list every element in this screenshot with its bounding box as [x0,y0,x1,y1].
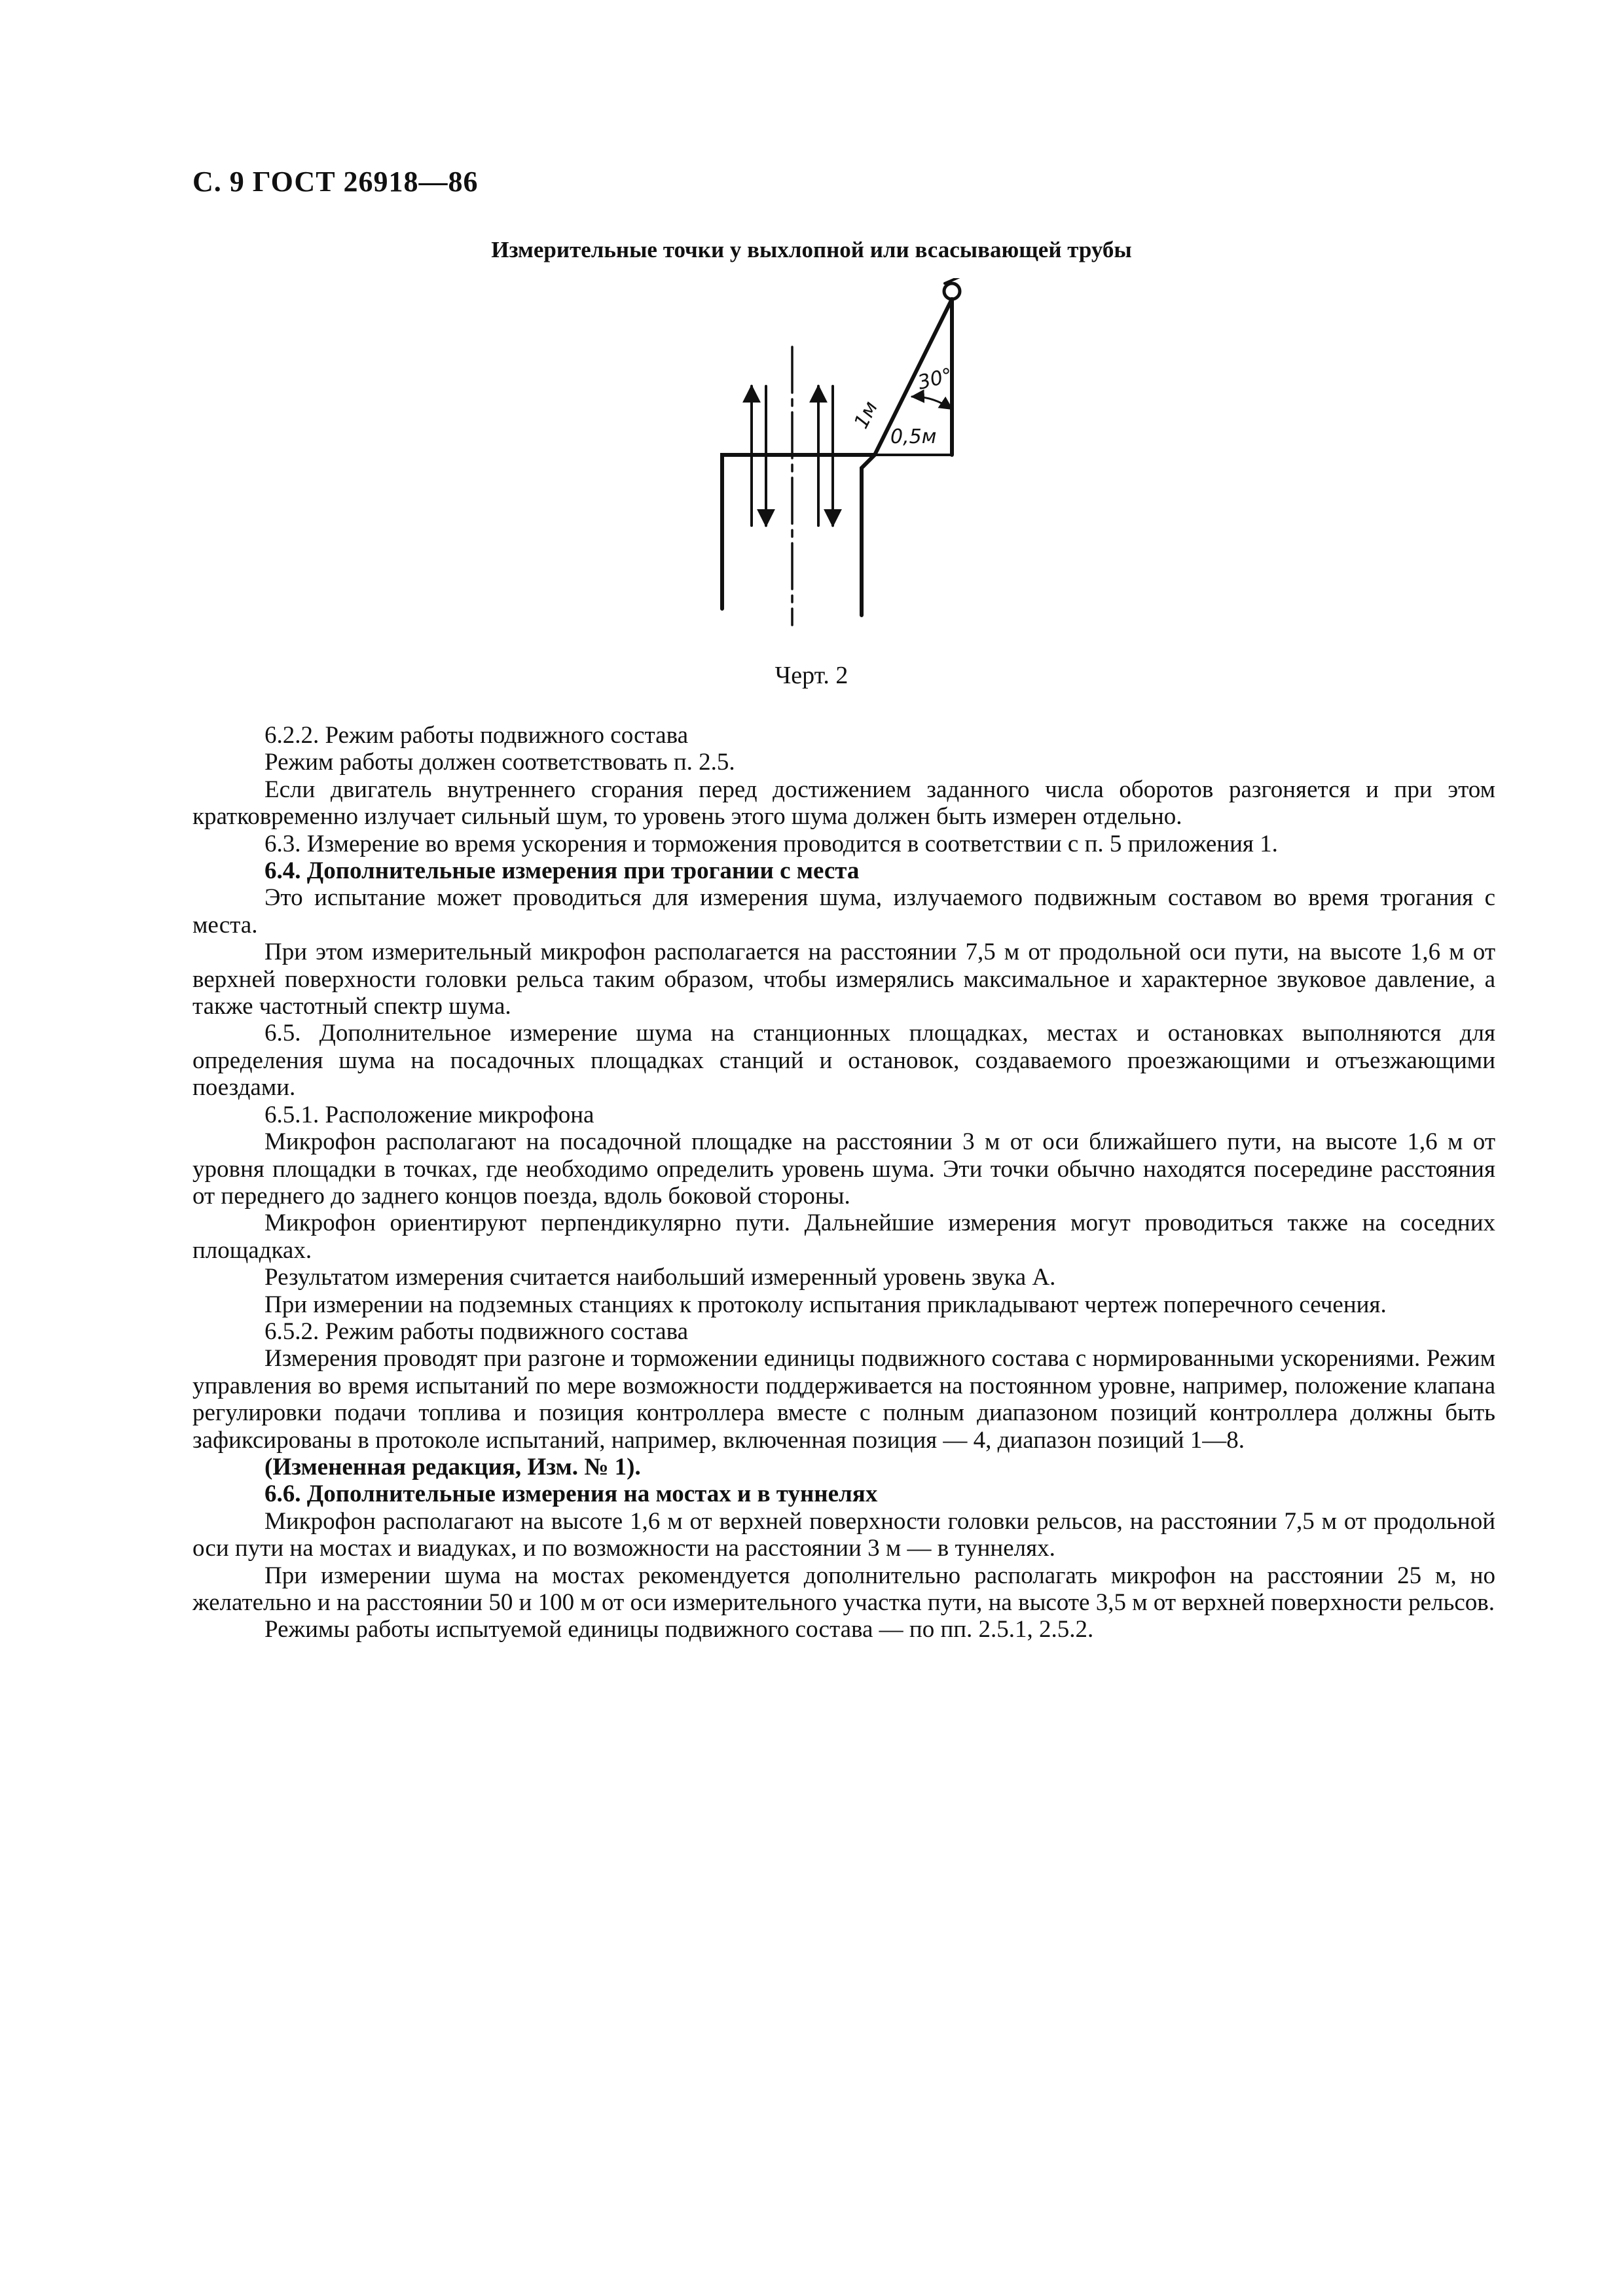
paragraph-p-6-5-1-title: 6.5.1. Расположение микрофона [264,1101,594,1128]
body-text [192,722,1495,1643]
figure-caption: Черт. 2 [775,662,848,689]
angle-label: 30° [915,363,955,395]
paragraph-p-6-5-1-orient: Микрофон ориентируют перпендикулярно пути. Дальнейшие измерения могут проводиться также на соседних площадках. [192,1210,1495,1264]
pipe-left-wall [722,455,875,609]
paragraph-p-6-5-2-title: 6.5.2. Режим работы подвижного состава [264,1318,688,1345]
paragraph-p-6-4-mic: При этом измерительный микрофон располагается на расстоянии 7,5 м от продольной оси пути, на высоте 1,6 м от верхней поверхности головки рельса таким образом, чтобы измерялись максимальное и характерное звуковое давление, а также частотный спектр шума. [192,939,1495,1020]
paragraph-p-6-5: 6.5. Дополнительное измерение шума на станционных площадках, местах и остановках выполняются для определения шума на посадочных площадках станций и остановок, создаваемого проезжающими и отъезжающими поездами. [192,1020,1495,1102]
paragraph-p-6-6-bridges: При измерении шума на мостах рекомендуется дополнительно располагать микрофон на расстоянии 25 м, но желательно и на расстоянии 50 и 100 м от оси измерительного участка пути, на высоте 3,5 м от верхней поверхности рельсов. [192,1562,1495,1616]
paragraph-p-6-5-1-result: Результатом измерения считается наибольший измеренный уровень звука А. [264,1264,1056,1291]
figure-title: Измерительные точки у выхлопной или всасывающей трубы [491,237,1132,262]
angle-arc [912,397,952,409]
paragraph-p-6-3: 6.3. Измерение во время ускорения и торможения проводится в соответствии с п. 5 приложения 1. [264,830,1278,857]
paragraph-p-6-5-1-body: Микрофон располагают на посадочной площадке на расстоянии 3 м от оси ближайшего пути, на высоте 1,6 м от уровня площадки в точках, где необходимо определить уровень шума. Эти точки обычно находятся посередине расстояния от переднего до заднего концов поезда, вдоль боковой стороны. [192,1128,1495,1210]
distance-label: 0,5м [890,425,937,448]
paragraph-p-6-2-2-engine: Если двигатель внутреннего сгорания перед достижением заданного числа оборотов разгоняется и при этом кратковременно излучает сильный шум, то уровень этого шума должен быть измерен отдельно. [192,776,1495,831]
paragraph-p-6-4-title: 6.4. Дополнительные измерения при трогании с места [264,857,860,885]
paragraph-p-6-4-body: Это испытание может проводиться для измерения шума, излучаемого подвижным составом во время трогания с места. [192,884,1495,939]
paragraph-p-6-6-title: 6.6. Дополнительные измерения на мостах и в туннелях [264,1480,878,1508]
paragraph-p-6-6-body: Микрофон располагают на высоте 1,6 м от верхней поверхности головки рельсов, на расстоянии 7,5 м от продольной оси пути на мостах и виадуках, и по возможности на расстоянии 3 м — в туннелях. [192,1507,1495,1562]
height-label: 1м [849,397,883,433]
page-header: С. 9 ГОСТ 26918—86 [192,166,479,198]
paragraph-p-6-5-2-body: Измерения проводят при разгоне и торможении единицы подвижного состава с нормированными ускорениями. Режим управления во время испытаний по мере возможности поддерживается на постоянном уровне, например, положение клапана регулировки подачи топлива и позиция контроллера вместе с полным диапазоном позиций контроллера должны быть зафиксированы в протоколе испытаний, например, включенная позиция — 4, диапазон позиций 1—8. [192,1345,1495,1454]
pipe-right-wall [862,455,875,615]
exhaust-pipe-diagram [694,278,995,645]
paragraph-p-6-2-2-title: 6.2.2. Режим работы подвижного состава [264,722,688,749]
paragraph-p-6-6-modes: Режимы работы испытуемой единицы подвижного состава — по пп. 2.5.1, 2.5.2. [264,1616,1094,1643]
microphone-icon [944,283,960,299]
paragraph-p-6-2-2-body: Режим работы должен соответствовать п. 2.5. [264,749,735,776]
paragraph-p-amendment: (Измененная редакция, Изм. № 1). [264,1453,641,1480]
paragraph-p-6-5-1-underground: При измерении на подземных станциях к протоколу испытания прикладывают чертеж поперечного сечения. [264,1291,1387,1318]
